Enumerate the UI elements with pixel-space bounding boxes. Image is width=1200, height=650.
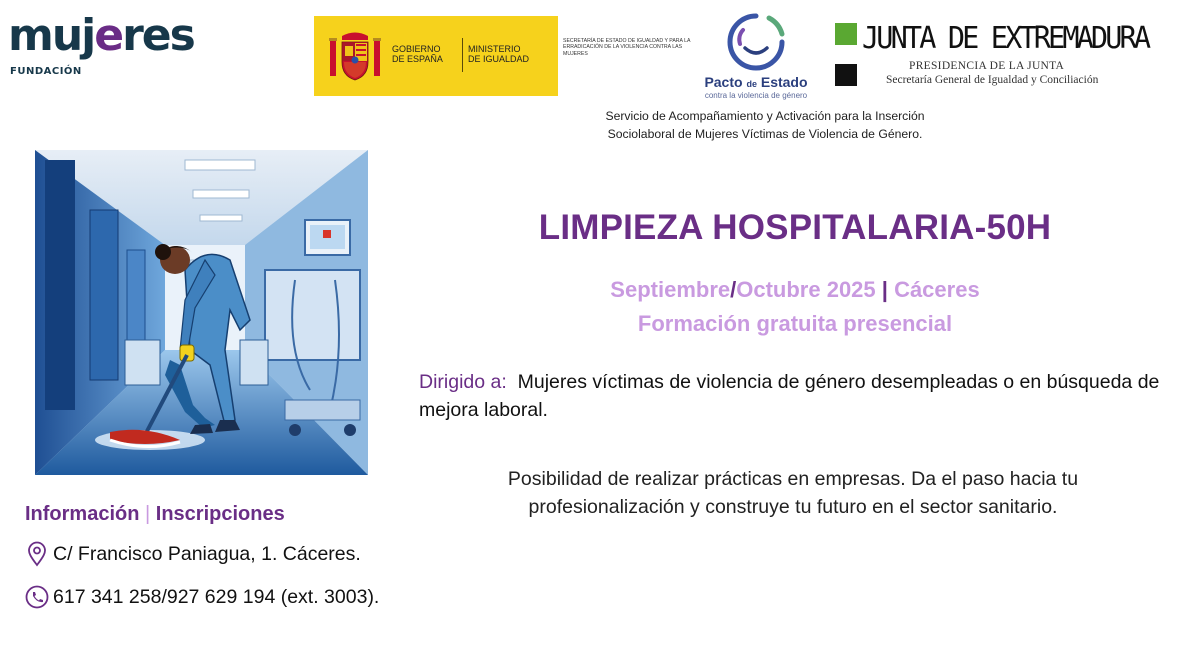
black-square-icon [835, 64, 857, 86]
pacto-de-estado-logo: Pacto de Estado contra la violencia de género [695, 10, 817, 104]
phone-icon [25, 584, 49, 610]
practice-info: Posibilidad de realizar prácticas en empresas. Da el paso hacia tu profesionalización y construye tu futuro en el sector sanitario. [507, 468, 1079, 518]
pacto-smile-icon [719, 10, 793, 72]
logo-subtitle: FUNDACIÓN [10, 66, 82, 77]
contact-phone: 617 341 258/927 629 194 (ext. 3003). [25, 583, 379, 611]
green-square-icon [835, 23, 857, 45]
contact-address: C/ Francisco Paniagua, 1. Cáceres. [25, 540, 361, 568]
service-description: Servicio de Acompañamiento y Activación para la Inserción Sociolaboral de Mujeres Víctimas de Violencia de Género. [605, 109, 925, 141]
course-dates: Septiembre/Octubre 2025 | Cáceres [610, 277, 980, 302]
target-label: Dirigido a: [419, 371, 507, 393]
secretaria-estado-text: SECRETARÍA DE ESTADO DE IGUALDAD Y PARA LA ERRADICACIÓN DE LA VIOLENCIA CONTRA LAS MUJERES [563, 38, 691, 57]
junta-extremadura-logo: JUNTA DE EXTREMADURA PRESIDENCIA DE LA JUNTA Secretaría General de Igualdad y Conciliación [834, 20, 1174, 90]
gobierno-espana-logo: GOBIERNO DE ESPAÑA MINISTERIO DE IGUALDAD [314, 16, 558, 96]
contact-heading: Información | Inscripciones [25, 503, 285, 525]
hospital-cleaning-illustration [35, 150, 368, 475]
fundacion-mujeres-logo: mujeres FUNDACIÓN [8, 10, 194, 77]
target-audience [419, 368, 1189, 424]
course-format: Formación gratuita presencial [637, 311, 953, 336]
course-title: LIMPIEZA HOSPITALARIA-50H [538, 208, 1052, 247]
target-text: Mujeres víctimas de violencia de género desempleadas o en búsqueda de mejora laboral. [419, 371, 1160, 421]
map-pin-icon [25, 541, 49, 567]
divider [462, 38, 463, 72]
coat-of-arms-icon [328, 30, 382, 84]
